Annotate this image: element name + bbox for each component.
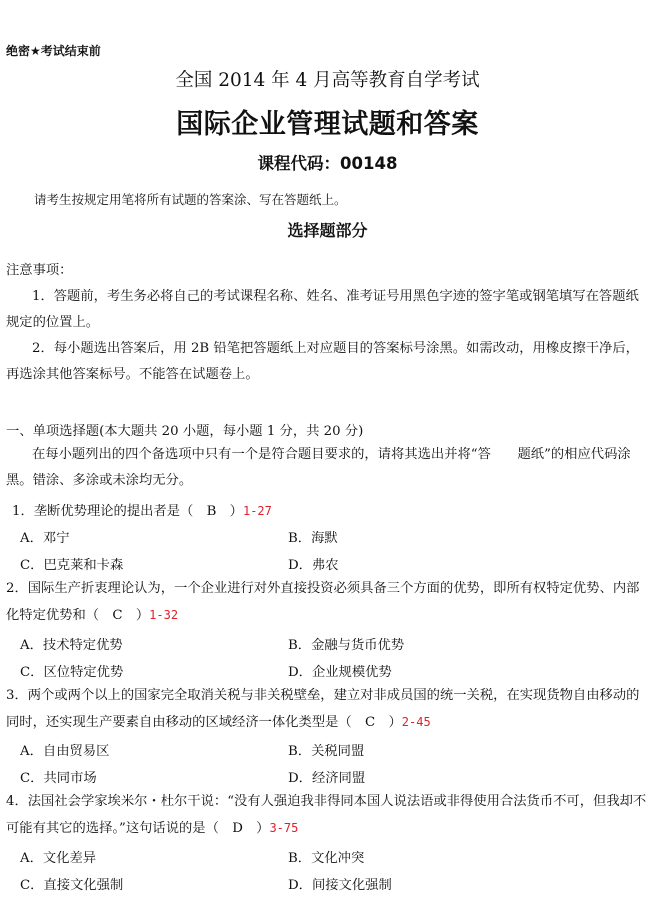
option-d: D．经济同盟 [288, 771, 366, 786]
option-b: B．海默 [288, 531, 338, 546]
option-c: C．直接文化强制 [20, 878, 124, 893]
question-stem-text: 1．垄断优势理论的提出者是（ B ） [12, 504, 243, 519]
option-a: A．文化差异 [20, 851, 97, 866]
option-d: D．企业规模优势 [288, 665, 392, 680]
exam-session: 全国 2014 年 4 月高等教育自学考试 [175, 70, 480, 91]
option-b: B．关税同盟 [288, 744, 365, 759]
question-stem-text: 2．国际生产折衷理论认为，一个企业进行对外直接投资必须具备三个方面的优势，即所有权特定优势、内部化特定优势和（ C ） [6, 581, 640, 623]
course-code: 课程代码：00148 [257, 154, 398, 173]
option-c: C．共同市场 [20, 771, 97, 786]
note-item-2: 2．每小题选出答案后，用 2B 铅笔把答题纸上对应题目的答案标号涂黑。如需改动，用橡皮擦干净后，再选涂其他答案标号。不能答在试题卷上。 [6, 341, 639, 382]
question-ref: 2-45 [401, 715, 431, 729]
option-a: A．技术特定优势 [20, 638, 123, 653]
section-title: 选择题部分 [287, 221, 368, 240]
option-b: B．文化冲突 [288, 851, 365, 866]
part-one-instructions: 在每小题列出的四个备选项中只有一个是符合题目要求的，请将其选出并将“答 题纸”的相应代码涂黑。错涂、多涂或未涂均无分。 [6, 447, 631, 488]
part-one-heading: 一、单项选择题(本大题共 20 小题，每小题 1 分，共 20 分) [6, 424, 364, 439]
question-ref: 1-32 [149, 608, 179, 622]
option-a: A．邓宁 [20, 531, 70, 546]
option-d: D．间接文化强制 [288, 878, 392, 893]
confidential-label: 绝密★考试结束前 [6, 44, 101, 58]
question-stem-text: 3．两个或两个以上的国家完全取消关税与非关税壁垒，建立对非成员国的统一关税，在实现货物自由移动的同时，还实现生产要素自由移动的区域经济一体化类型是（ C ） [6, 688, 640, 730]
question-ref: 1-27 [242, 504, 272, 518]
question-4-stem [6, 789, 648, 842]
option-c: C．巴克莱和卡森 [20, 558, 124, 573]
option-a: A．自由贸易区 [20, 744, 110, 759]
question-3-stem [6, 683, 648, 736]
option-c: C．区位特定优势 [20, 665, 124, 680]
option-d: D．弗农 [288, 558, 339, 573]
question-2-stem [6, 576, 646, 629]
option-b: B．金融与货币优势 [288, 638, 405, 653]
note-item-1: 1．答题前，考生务必将自己的考试课程名称、姓名、准考证号用黑色字迹的签字笔或钢笔填写在答题纸规定的位置上。 [6, 289, 639, 330]
question-ref: 3-75 [269, 821, 299, 835]
question-stem-text: 4．法国社会学家埃米尔・杜尔干说：“没有人强迫我非得同本国人说法语或非得使用合法货币不可，但我却不可能有其它的选择。”这句话说的是（ D ） [6, 794, 647, 836]
instruction-text: 请考生按规定用笔将所有试题的答案涂、写在答题纸上。 [34, 192, 347, 207]
question-1-stem [12, 500, 272, 519]
page-title: 国际企业管理试题和答案 [176, 109, 479, 140]
notes-label: 注意事项： [6, 263, 73, 278]
